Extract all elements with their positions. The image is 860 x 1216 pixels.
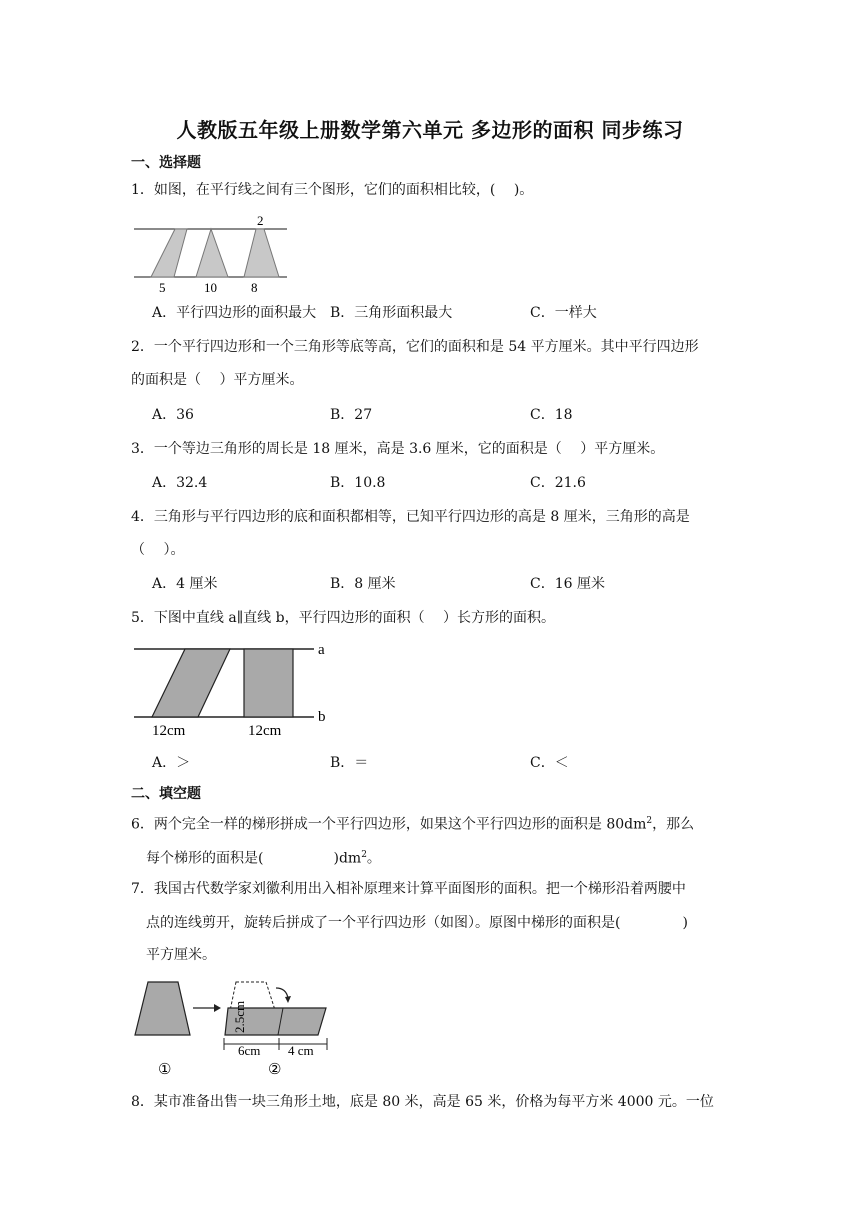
q4-option-b: B．8 厘米	[330, 576, 396, 592]
section-fill-heading: 二、填空题	[131, 786, 201, 802]
question-4-line-2: （ ）。	[131, 542, 185, 558]
question-3-text: 3．一个等边三角形的周长是 18 厘米，高是 3.6 厘米，它的面积是（ ）平方厘米。	[131, 441, 665, 457]
q7-label-circle-2: ②	[268, 1062, 282, 1078]
q1-triangle-1	[196, 229, 228, 277]
q1-label-8: 8	[251, 280, 258, 294]
q5-option-a: A．＞	[152, 755, 191, 771]
question-1-figure	[134, 210, 294, 294]
q6-text-e: 。	[366, 850, 381, 867]
question-2-line-2: 的面积是（ ）平方厘米。	[131, 372, 304, 388]
q5-option-b: B．＝	[330, 755, 369, 771]
q6-text-a: 6．两个完全一样的梯形拼成一个平行四边形，如果这个平行四边形的面积是 80	[131, 816, 625, 833]
q7-label-height: 2.5cm	[232, 1000, 247, 1033]
q5-label-a: a	[318, 642, 325, 658]
q1-option-c: C．一样大	[530, 305, 597, 321]
q2-option-a: A．36	[152, 407, 194, 423]
q6-text-b: ，那么	[652, 816, 695, 833]
q1-label-5: 5	[159, 280, 166, 294]
question-5-figure	[132, 636, 342, 742]
q7-label-4cm: 4 cm	[288, 1043, 314, 1058]
q6-unit-2: dm	[338, 850, 362, 867]
q2-option-c: C．18	[530, 407, 573, 423]
question-4-line-1: 4．三角形与平行四边形的底和面积都相等，已知平行四边形的高是 8 厘米，三角形的高是	[131, 509, 690, 525]
q5-label-b: b	[318, 709, 326, 725]
q6-sup-2: 2	[361, 850, 367, 860]
question-2-line-1: 2．一个平行四边形和一个三角形等底等高，它们的面积和是 54 平方厘米。其中平行四边形	[131, 339, 699, 355]
q7-text-b: )	[682, 915, 688, 931]
question-6-line-2	[146, 845, 736, 869]
q7-text-a: 点的连线剪开，旋转后拼成了一个平行四边形（如图）。原图中梯形的面积是(	[146, 915, 621, 931]
question-1-text: 1．如图，在平行线之间有三个图形，它们的面积相比较，( )。	[131, 182, 534, 198]
q3-option-c: C．21.6	[530, 475, 586, 491]
q3-option-b: B．10.8	[330, 475, 386, 491]
q2-option-b: B．27	[330, 407, 373, 423]
q6-unit-1: dm	[624, 816, 647, 833]
q6-text-d: )	[333, 850, 339, 867]
q3-option-a: A．32.4	[152, 475, 208, 491]
q1-parallelogram	[151, 229, 187, 277]
q5-rectangle	[244, 649, 293, 717]
q7-label-circle-1: ①	[158, 1062, 172, 1078]
q1-label-10: 10	[204, 280, 217, 294]
question-7-line-1: 7．我国古代数学家刘徽利用出入相补原理来计算平面图形的面积。把一个梯形沿着两腰中	[131, 881, 686, 897]
q5-label-base-2: 12cm	[248, 723, 282, 739]
q7-label-6cm: 6cm	[238, 1043, 261, 1058]
q5-label-base-1: 12cm	[152, 723, 186, 739]
q1-triangle-2	[244, 229, 279, 277]
question-7-line-3: 平方厘米。	[146, 947, 216, 963]
page-title: 人教版五年级上册数学第六单元 多边形的面积 同步练习	[176, 118, 684, 142]
question-7-figure	[130, 976, 342, 1080]
question-7-line-2	[146, 913, 736, 933]
q4-option-c: C．16 厘米	[530, 576, 605, 592]
section-choice-heading: 一、选择题	[131, 155, 201, 171]
q4-option-a: A．4 厘米	[152, 576, 218, 592]
q1-option-b: B．三角形面积最大	[330, 305, 453, 321]
question-6-line-1	[131, 811, 741, 835]
q1-label-top: 2	[257, 213, 264, 228]
q7-trapezoid	[135, 982, 190, 1035]
q6-sup-1: 2	[646, 816, 653, 826]
q6-text-c: 每个梯形的面积是(	[146, 850, 264, 867]
question-8-text: 8．某市准备出售一块三角形土地，底是 80 米，高是 65 米，价格为每平方米 4000 元。一位	[131, 1094, 714, 1110]
question-5-text: 5．下图中直线 a∥直线 b，平行四边形的面积（ ）长方形的面积。	[131, 610, 556, 626]
q5-option-c: C．＜	[530, 755, 569, 771]
q1-option-a: A．平行四边形的面积最大	[152, 305, 317, 321]
q5-parallelogram	[152, 649, 230, 717]
